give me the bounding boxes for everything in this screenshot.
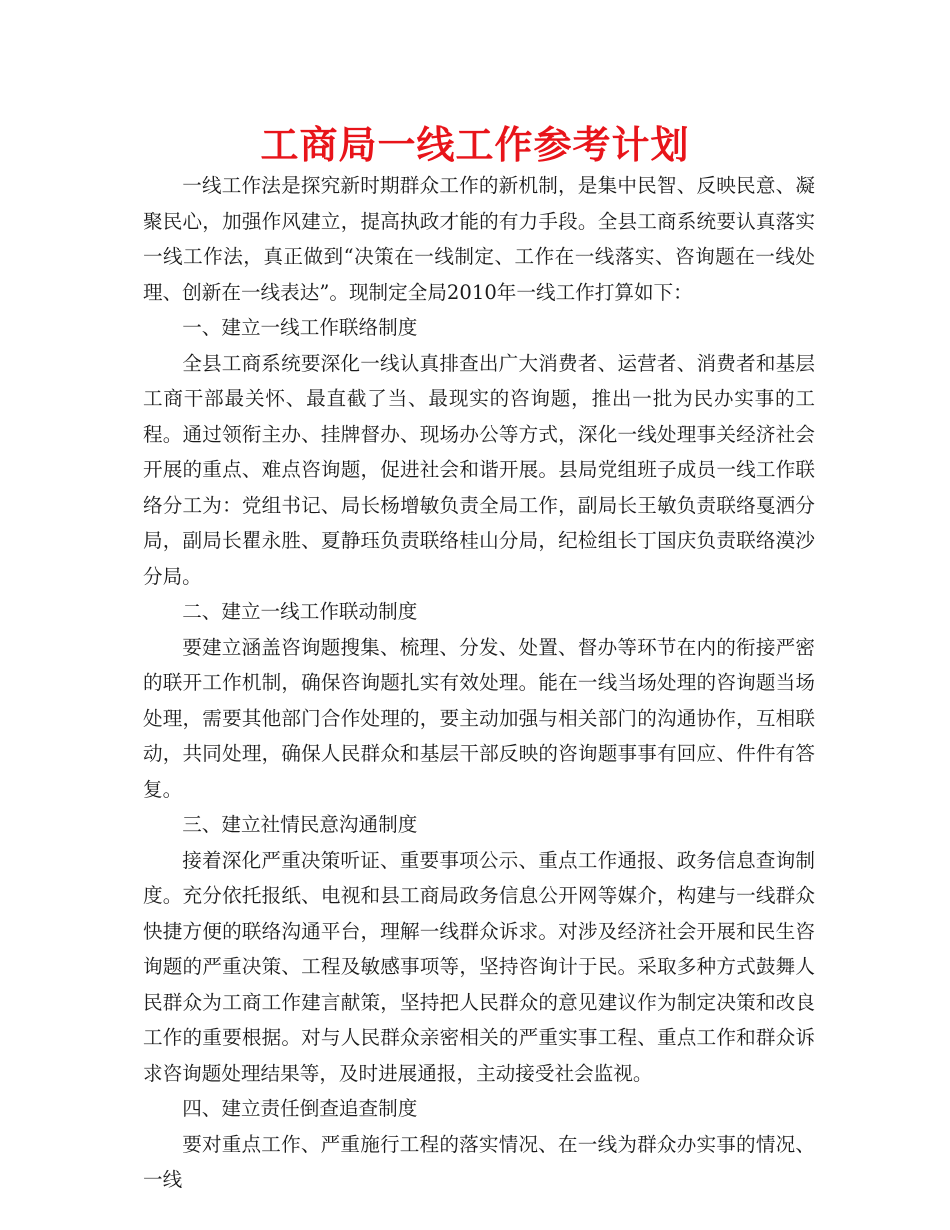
- section-heading-4: 四、建立责任倒查追查制度: [182, 1097, 418, 1120]
- paragraph-section-1: 全县工商系统要深化一线认真排查出广大消费者、运营者、消费者和基层工商干部最关怀、最直截了当、最现实的咨询题，推出一批为民办实事的工程。通过领衔主办、挂牌督办、现场办公等方式，深化一线处理事关经济社会开展的重点、难点咨询题，促进社会和谐开展。县局党组班子成员一线工作联络分工为：党组书记、局长杨增敏负责全局工作，副局长王敏负责联络戛洒分局，副局长瞿永胜、夏静珏负责联络桂山分局，纪检组长丁国庆负责联络漠沙分局。: [143, 351, 815, 588]
- paragraph-intro: 一线工作法是探究新时期群众工作的新机制，是集中民智、反映民意、凝聚民心，加强作风建立，提高执政才能的有力手段。全县工商系统要认真落实一线工作法，真正做到“决策在一线制定、工作在一线落实、咨询题在一线处理、创新在一线表达”。现制定全局2010年一线工作打算如下：: [143, 174, 815, 304]
- paragraph-section-4: 要对重点工作、严重施行工程的落实情况、在一线为群众办实事的情况、一线: [143, 1132, 815, 1191]
- section-heading-1: 一、建立一线工作联络制度: [182, 316, 418, 339]
- paragraph-section-3: 接着深化严重决策听证、重要事项公示、重点工作通报、政务信息查询制度。充分依托报纸、电视和县工商局政务信息公开网等媒介，构建与一线群众快捷方便的联络沟通平台，理解一线群众诉求。对涉及经济社会开展和民生咨询题的严重决策、工程及敏感事项等，坚持咨询计于民。采取多种方式鼓舞人民群众为工商工作建言献策，坚持把人民群众的意见建议作为制定决策和改良工作的重要根据。对与人民群众亲密相关的严重实事工程、重点工作和群众诉求咨询题处理结果等，及时进展通报，主动接受社会监视。: [143, 848, 815, 1085]
- section-heading-2: 二、建立一线工作联动制度: [182, 600, 418, 623]
- document-title: 工商局一线工作参考计划: [260, 123, 690, 167]
- section-heading-3: 三、建立社情民意沟通制度: [182, 813, 418, 836]
- paragraph-section-2: 要建立涵盖咨询题搜集、梳理、分发、处置、督办等环节在内的衔接严密的联开工作机制，确保咨询题扎实有效处理。能在一线当场处理的咨询题当场处理，需要其他部门合作处理的，要主动加强与相关部门的沟通协作，互相联动，共同处理，确保人民群众和基层干部反映的咨询题事事有回应、件件有答复。: [143, 635, 815, 801]
- document-body: [143, 168, 815, 1198]
